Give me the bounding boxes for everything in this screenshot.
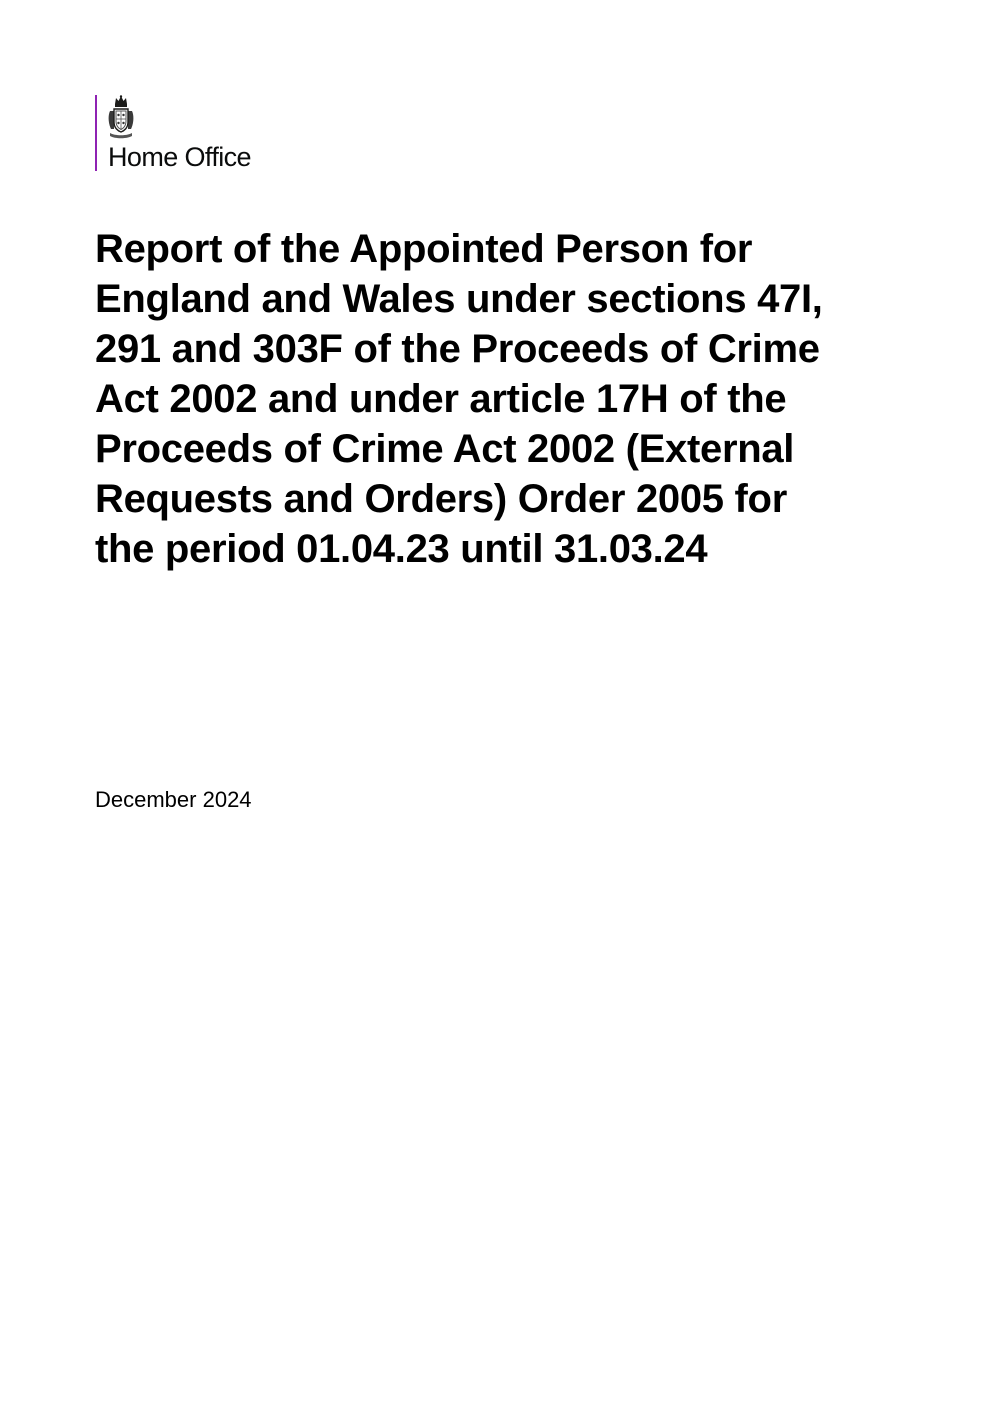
- royal-coat-of-arms-icon: [107, 95, 135, 139]
- title-line: England and Wales under sections 47I,: [95, 277, 823, 321]
- logo-accent-bar: [95, 95, 97, 171]
- publication-date: December 2024: [95, 787, 252, 812]
- title-line: the period 01.04.23 until 31.03.24: [95, 527, 708, 571]
- title-line: Act 2002 and under article 17H of the: [95, 377, 787, 421]
- title-line: Report of the Appointed Person for: [95, 227, 753, 271]
- organisation-name: Home Office: [108, 142, 251, 172]
- document-title: [95, 224, 895, 574]
- title-line: Proceeds of Crime Act 2002 (External: [95, 427, 795, 471]
- title-line: 291 and 303F of the Proceeds of Crime: [95, 327, 820, 371]
- home-office-logo: [95, 95, 295, 171]
- title-line: Requests and Orders) Order 2005 for: [95, 477, 787, 521]
